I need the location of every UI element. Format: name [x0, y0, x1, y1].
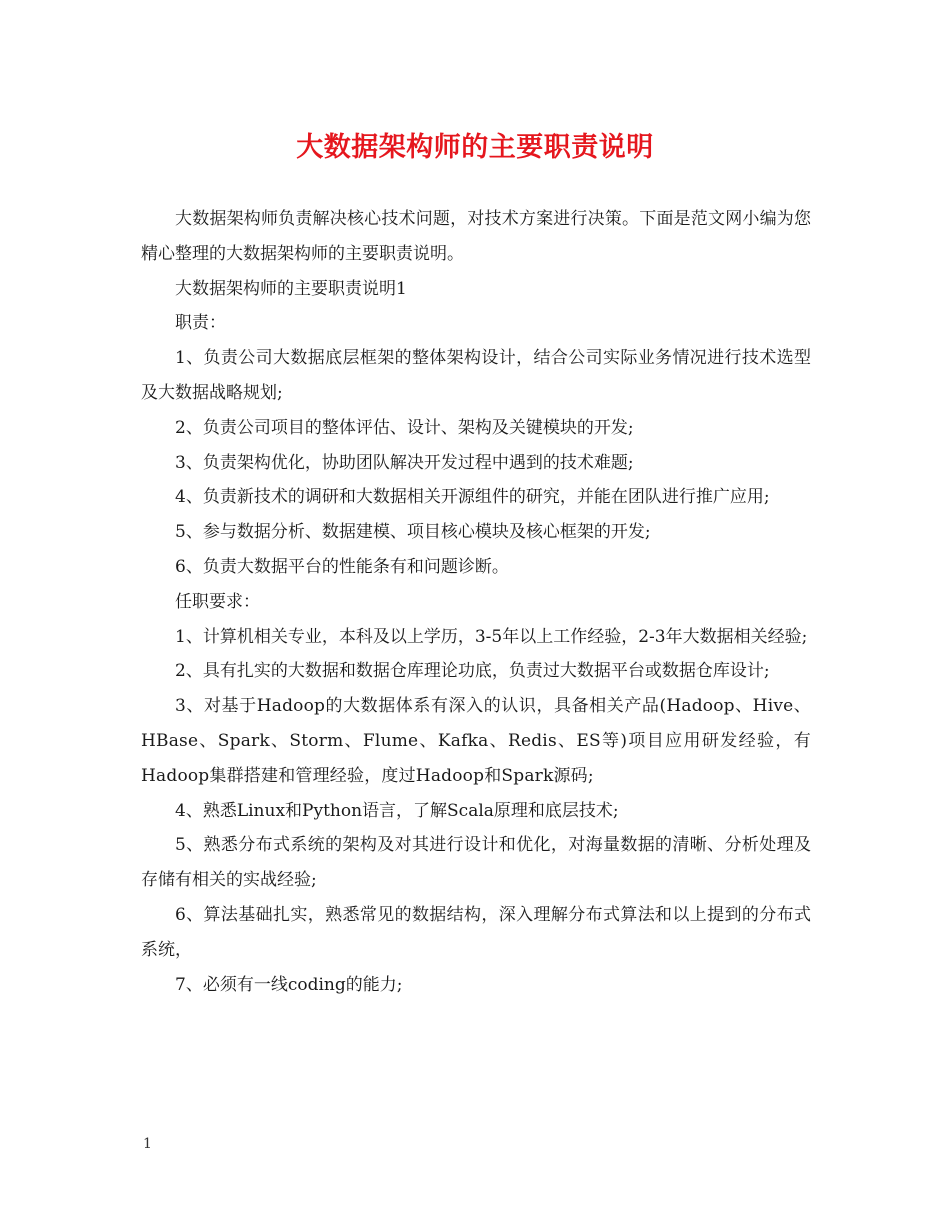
document-body [141, 202, 811, 1002]
responsibility-item: 5、参与数据分析、数据建模、项目核心模块及核心框架的开发; [175, 522, 651, 543]
responsibility-item: 4、负责新技术的调研和大数据相关开源组件的研究，并能在团队进行推广应用; [175, 487, 770, 508]
requirement-item: 6、算法基础扎实，熟悉常见的数据结构，深入理解分布式算法和以上提到的分布式系统， [141, 904, 811, 960]
responsibility-item: 2、负责公司项目的整体评估、设计、架构及关键模块的开发; [175, 417, 634, 438]
requirement-item: 5、熟悉分布式系统的架构及对其进行设计和优化，对海量数据的清晰、分析处理及存储有相关的实战经验; [141, 835, 811, 891]
page-number: 1 [143, 1136, 152, 1152]
requirement-item: 1、计算机相关专业，本科及以上学历，3-5年以上工作经验，2-3年大数据相关经验; [175, 626, 808, 647]
responsibility-item: 3、负责架构优化，协助团队解决开发过程中遇到的技术难题; [175, 452, 634, 473]
requirement-item: 2、具有扎实的大数据和数据仓库理论功底，负责过大数据平台或数据仓库设计; [175, 661, 770, 682]
document-title: 大数据架构师的主要职责说明 [296, 132, 654, 163]
responsibility-item: 1、负责公司大数据底层框架的整体架构设计，结合公司实际业务情况进行技术选型及大数据战略规划; [141, 348, 811, 403]
requirement-item: 4、熟悉Linux和Python语言，了解Scala原理和底层技术; [175, 800, 619, 821]
responsibility-item: 6、负责大数据平台的性能条有和问题诊断。 [175, 556, 509, 577]
requirement-item: 7、必须有一线coding的能力; [175, 974, 403, 995]
intro-paragraph: 大数据架构师负责解决核心技术问题，对技术方案进行决策。下面是范文网小编为您精心整理的大数据架构师的主要职责说明。 [141, 209, 811, 264]
section-heading: 大数据架构师的主要职责说明1 [175, 278, 407, 299]
requirement-item: 3、对基于Hadoop的大数据体系有深入的认识，具备相关产品(Hadoop、Hive、HBase、Spark、Storm、Flume、Kafka、Redis、ES等)项目应用研发经验，有Hadoop集群搭建和管理经验，度过Hadoop和Spark源码; [141, 696, 811, 786]
responsibilities-heading: 职责： [175, 313, 226, 334]
requirements-heading: 任职要求： [175, 591, 260, 612]
